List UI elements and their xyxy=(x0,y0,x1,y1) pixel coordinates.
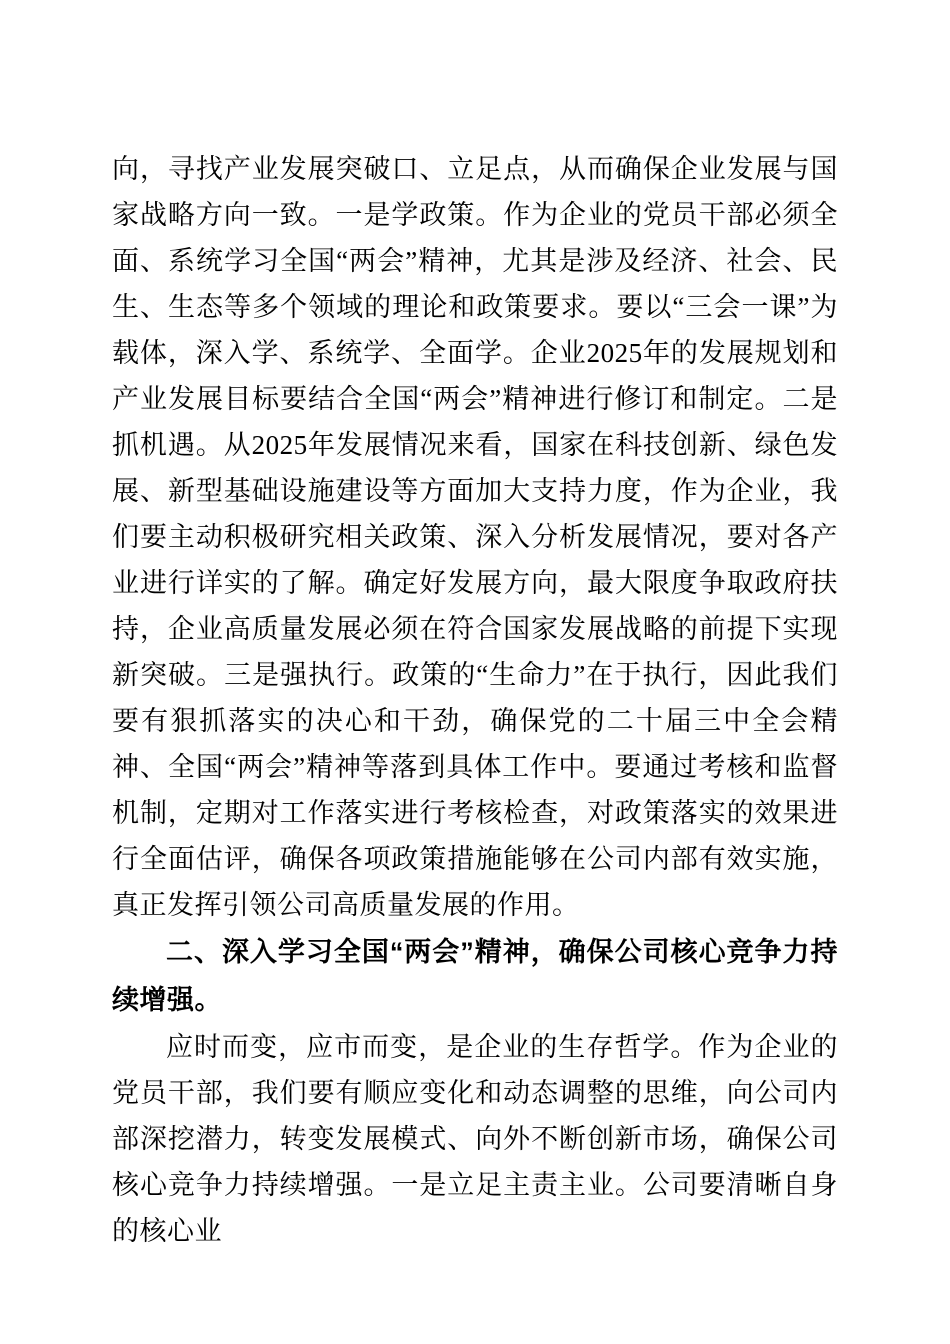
body-paragraph-1: 向，寻找产业发展突破口、立足点，从而确保企业发展与国家战略方向一致。一是学政策。作为企业的党员干部必须全面、系统学习全国“两会”精神，尤其是涉及经济、社会、民生、生态等多个领域的理论和政策要求。要以“三会一课”为载体，深入学、系统学、全面学。企业2025年的发展规划和产业发展目标要结合全国“两会”精神进行修订和制定。二是抓机遇。从2025年发展情况来看，国家在科技创新、绿色发展、新型基础设施建设等方面加大支持力度，作为企业，我们要主动积极研究相关政策、深入分析发展情况，要对各产业进行详实的了解。确定好发展方向，最大限度争取政府扶持，企业高质量发展必须在符合国家发展战略的前提下实现新突破。三是强执行。政策的“生命力”在于执行，因此我们要有狠抓落实的决心和干劲，确保党的二十届三中全会精神、全国“两会”精神等落到具体工作中。要通过考核和监督机制，定期对工作落实进行考核检查，对政策落实的效果进行全面估评，确保各项政策措施能够在公司内部有效实施，真正发挥引领公司高质量发展的作用。 xyxy=(112,154,838,920)
section-heading: 二、深入学习全国“两会”精神，确保公司核心竞争力持续增强。 xyxy=(112,937,838,1015)
body-paragraph-2: 应时而变，应市而变，是企业的生存哲学。作为企业的党员干部，我们要有顺应变化和动态调整的思维，向公司内部深挖潜力，转变发展模式、向外不断创新市场，确保公司核心竞争力持续增强。一是立足主责主业。公司要清晰自身的核心业 xyxy=(112,1032,838,1246)
